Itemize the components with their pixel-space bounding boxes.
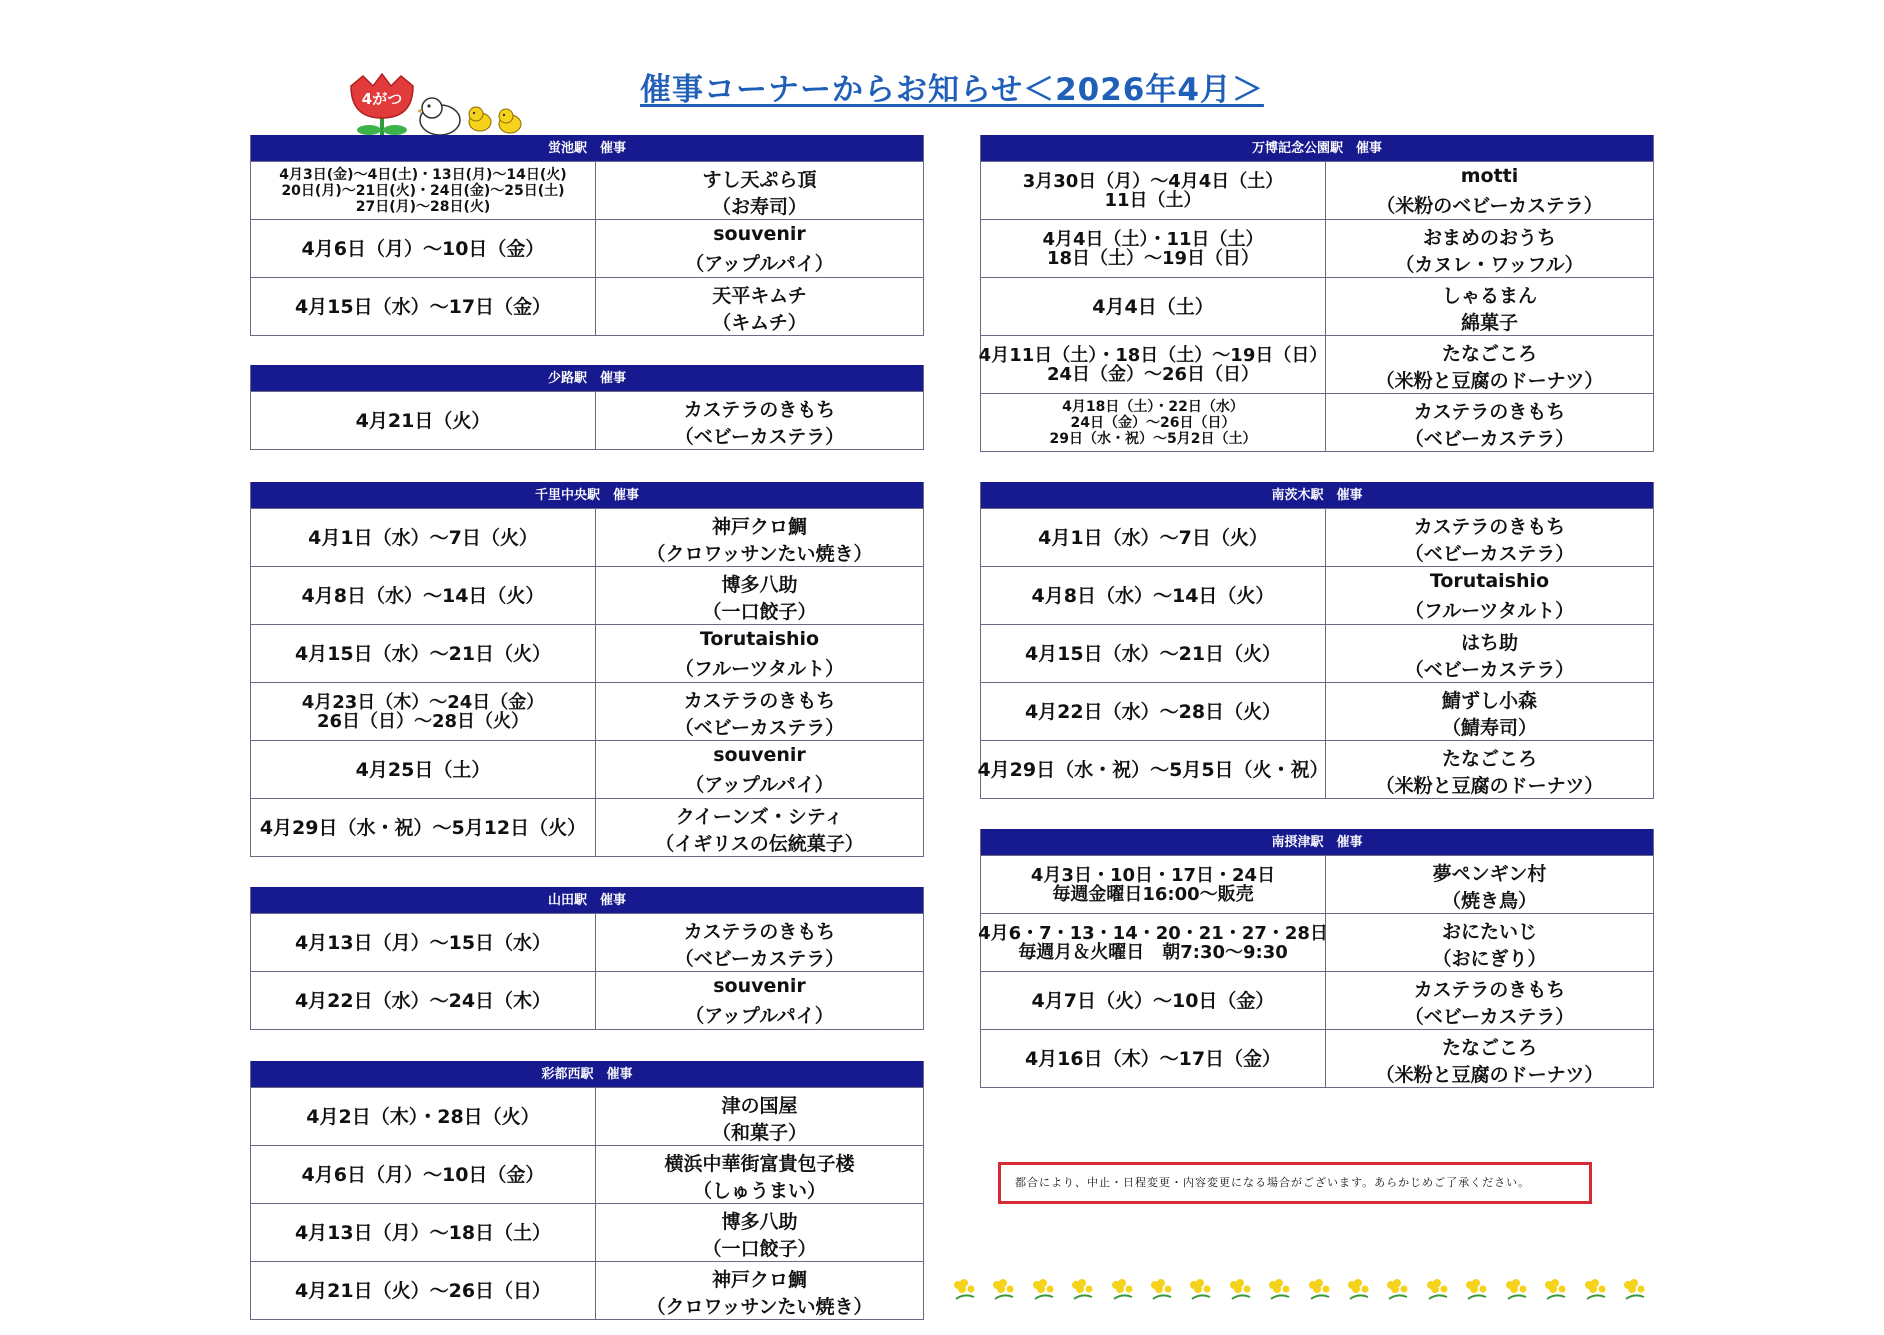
event-cell: [596, 972, 923, 1029]
vendor-name: 神戸クロ鯛: [711, 1269, 807, 1291]
table-row: [981, 508, 1653, 566]
date-line: 24日（金）～26日（日）: [1046, 363, 1260, 385]
date-line: 毎週金曜日16:00～販売: [1052, 883, 1254, 905]
event-date: [251, 972, 596, 1029]
station-header: 南茨木駅 催事: [981, 482, 1653, 508]
date-line: 4月22日（水）～28日（火）: [1024, 700, 1282, 723]
event-date: [251, 162, 596, 219]
product-type: （カヌレ・ワッフル）: [1395, 254, 1584, 276]
flower-icon: [1344, 1277, 1374, 1303]
table-row: [251, 740, 923, 798]
date-line: 4月3日(金)～4日(土)・13日(月)～14日(火): [279, 166, 567, 183]
vendor-name: 横浜中華街富貴包子楼: [664, 1153, 855, 1175]
vendor-name: motti: [1460, 165, 1519, 187]
vendor-name: souvenir: [713, 744, 806, 766]
table-row: [981, 971, 1653, 1029]
event-date: [981, 278, 1326, 335]
event-cell: [596, 567, 923, 624]
flower-icon: [1147, 1277, 1177, 1303]
flower-icon: [989, 1277, 1019, 1303]
product-type: （しゅうまい）: [692, 1180, 826, 1202]
flower-icon: [1186, 1277, 1216, 1303]
event-date: [251, 1262, 596, 1319]
vendor-name: カステラのきもち: [683, 399, 836, 421]
table-row: [981, 161, 1653, 219]
event-table: [250, 1061, 924, 1320]
vendor-name: カステラのきもち: [683, 690, 836, 712]
product-type: （クロワッサンたい焼き）: [646, 1296, 873, 1318]
event-table: [250, 887, 924, 1030]
date-line: 4月25日（土）: [355, 758, 491, 781]
product-type: （アップルパイ）: [685, 253, 834, 275]
product-type: （米粉と豆腐のドーナツ）: [1375, 775, 1604, 797]
table-row: [251, 624, 923, 682]
date-line: 4月18日（土）・22日（水）: [1062, 398, 1244, 415]
event-cell: [596, 683, 923, 740]
event-date: [251, 799, 596, 856]
date-line: 4月6・7・13・14・20・21・27・28日: [978, 922, 1328, 944]
table-row: [251, 1087, 923, 1145]
flower-icon: [1029, 1277, 1059, 1303]
event-table: [250, 365, 924, 450]
vendor-name: 津の国屋: [721, 1095, 798, 1117]
table-row: [978, 913, 1653, 971]
tulip-icon: [347, 72, 417, 138]
notice-box: 都合により、中止・日程変更・内容変更になる場合がございます。あらかじめご了承ください。: [998, 1162, 1592, 1204]
date-line: 3月30日（月）～4月4日（土）: [1022, 170, 1284, 192]
flower-icon: [1541, 1277, 1571, 1303]
event-table: [250, 482, 924, 857]
product-type: （一口餃子）: [702, 1238, 817, 1260]
event-table: [977, 482, 1654, 799]
table-row: [981, 219, 1653, 277]
product-type: （ベビーカステラ）: [674, 717, 845, 739]
flower-icon: [1226, 1277, 1256, 1303]
event-cell: [1326, 509, 1653, 566]
event-cell: [596, 278, 923, 335]
event-cell: [1326, 741, 1653, 798]
product-type: （おにぎり）: [1432, 948, 1547, 970]
flower-icon: [950, 1277, 980, 1303]
station-header: 千里中央駅 催事: [251, 482, 923, 508]
event-cell: [1326, 856, 1653, 913]
date-line: 4月6日（月）～10日（金）: [301, 237, 545, 260]
event-cell: [1326, 220, 1653, 277]
product-type: （イギリスの伝統菓子）: [655, 833, 864, 855]
product-type: （米粉と豆腐のドーナツ）: [1375, 370, 1604, 392]
event-date: [981, 567, 1326, 624]
event-date: [251, 1204, 596, 1261]
product-type: （ベビーカステラ）: [1404, 428, 1575, 450]
date-line: 4月11日（土）・18日（土）～19日（日）: [978, 344, 1328, 366]
event-date: [978, 914, 1328, 971]
event-cell: [1326, 278, 1653, 335]
event-cell: [596, 392, 923, 449]
event-cell: [596, 1204, 923, 1261]
station-header: 蛍池駅 催事: [251, 135, 923, 161]
flower-icon: [1620, 1277, 1650, 1303]
table-row: [251, 508, 923, 566]
flower-icon: [1502, 1277, 1532, 1303]
event-cell: [596, 162, 923, 219]
date-line: 4月3日・10日・17日・24日: [1030, 864, 1276, 886]
table-row: [978, 335, 1653, 393]
date-line: 26日（日）～28日（火）: [316, 710, 530, 732]
date-line: 4月22日（水）～24日（木）: [294, 989, 552, 1012]
event-cell: [1326, 972, 1653, 1029]
table-row: [251, 971, 923, 1029]
event-cell: [596, 914, 923, 971]
product-type: （ベビーカステラ）: [1404, 659, 1575, 681]
product-type: （米粉のベビーカステラ）: [1376, 195, 1603, 217]
flower-border: [950, 1277, 1650, 1307]
flower-icon: [1305, 1277, 1335, 1303]
date-line: 4月21日（火）～26日（日）: [294, 1279, 552, 1302]
event-cell: [596, 741, 923, 798]
date-line: 4月15日（水）～21日（火）: [1024, 642, 1282, 665]
product-type: （フルーツタルト）: [1404, 600, 1575, 622]
date-line: 24日（金）～26日（日）: [1070, 414, 1236, 431]
flower-icon: [1108, 1277, 1138, 1303]
date-line: 4月8日（水）～14日（火）: [1031, 584, 1275, 607]
vendor-name: 鯖ずし小森: [1441, 690, 1537, 712]
product-type: （鯖寿司）: [1441, 717, 1537, 739]
date-line: 4月13日（月）～18日（土）: [294, 1221, 552, 1244]
event-date: [981, 625, 1326, 682]
event-cell: [1326, 567, 1653, 624]
product-type: （米粉と豆腐のドーナツ）: [1375, 1064, 1604, 1086]
event-cell: [596, 220, 923, 277]
vendor-name: たなごころ: [1441, 748, 1537, 770]
table-row: [251, 1145, 923, 1203]
event-date: [251, 683, 596, 740]
event-date: [981, 509, 1326, 566]
vendor-name: 夢ペンギン村: [1432, 863, 1547, 885]
table-row: [251, 1203, 923, 1261]
station-header: 彩都西駅 催事: [251, 1061, 923, 1087]
table-row: [251, 798, 923, 856]
event-date: [251, 1088, 596, 1145]
flower-icon: [1581, 1277, 1611, 1303]
vendor-name: すし天ぷら頂: [702, 169, 817, 191]
event-date: [251, 625, 596, 682]
event-date: [981, 394, 1326, 451]
vendor-name: カステラのきもち: [1413, 401, 1566, 423]
table-row: [981, 624, 1653, 682]
vendor-name: カステラのきもち: [1413, 516, 1566, 538]
event-table: [980, 135, 1654, 452]
event-cell: [1326, 914, 1653, 971]
vendor-name: たなごころ: [1441, 343, 1537, 365]
event-date: [251, 509, 596, 566]
vendor-name: しゃるまん: [1441, 285, 1537, 307]
event-date: [978, 336, 1328, 393]
event-cell: [1326, 1030, 1653, 1087]
vendor-name: おまめのおうち: [1422, 227, 1556, 249]
flower-icon: [1462, 1277, 1492, 1303]
event-cell: [596, 625, 923, 682]
table-row: [981, 1029, 1653, 1087]
table-row: [977, 740, 1653, 798]
date-line: 27日(月)～28日(火): [355, 198, 491, 215]
event-date: [251, 914, 596, 971]
vendor-name: 神戸クロ鯛: [711, 516, 807, 538]
event-cell: [596, 509, 923, 566]
product-type: （焼き鳥）: [1441, 890, 1537, 912]
date-line: 4月29日（水・祝）～5月5日（火・祝）: [977, 758, 1329, 781]
vendor-name: 博多八助: [721, 574, 798, 596]
product-type: （キムチ）: [712, 312, 807, 334]
product-type: （アップルパイ）: [685, 1005, 834, 1027]
date-line: 11日（土）: [1104, 189, 1202, 211]
station-header: 南摂津駅 催事: [981, 829, 1653, 855]
date-line: 4月16日（木）～17日（金）: [1024, 1047, 1282, 1070]
event-cell: [596, 799, 923, 856]
vendor-name: souvenir: [713, 975, 806, 997]
event-date: [251, 278, 596, 335]
station-header: 少路駅 催事: [251, 365, 923, 391]
event-date: [981, 1030, 1326, 1087]
vendor-name: 博多八助: [721, 1211, 798, 1233]
page-title: 催事コーナーからお知らせ＜2026年4月＞: [640, 72, 1264, 108]
vendor-name: souvenir: [713, 223, 806, 245]
table-row: [251, 682, 923, 740]
product-type: （アップルパイ）: [685, 774, 834, 796]
product-type: （ベビーカステラ）: [1404, 1006, 1575, 1028]
date-line: 4月23日（木）～24日（金）: [301, 691, 545, 713]
product-type: （和菓子）: [711, 1122, 807, 1144]
event-cell: [596, 1088, 923, 1145]
station-header: 山田駅 催事: [251, 887, 923, 913]
event-date: [251, 741, 596, 798]
vendor-name: Torutaishio: [699, 628, 820, 650]
event-cell: [1326, 683, 1653, 740]
table-row: [981, 855, 1653, 913]
event-date: [981, 220, 1326, 277]
vendor-name: カステラのきもち: [683, 921, 836, 943]
product-type: 綿菓子: [1460, 312, 1518, 334]
vendor-name: おにたいじ: [1441, 921, 1537, 943]
table-row: [251, 913, 923, 971]
table-row: [251, 566, 923, 624]
date-line: 4月1日（水）～7日（火）: [308, 526, 538, 549]
flower-icon: [1383, 1277, 1413, 1303]
product-type: （フルーツタルト）: [674, 658, 845, 680]
event-date: [981, 162, 1326, 219]
event-date: [977, 741, 1329, 798]
vendor-name: Torutaishio: [1429, 570, 1550, 592]
product-type: （クロワッサンたい焼き）: [646, 543, 873, 565]
product-type: （一口餃子）: [702, 601, 817, 623]
event-date: [981, 856, 1326, 913]
date-line: 4月29日（水・祝）～5月12日（火）: [259, 816, 587, 839]
date-line: 4月21日（火）: [355, 409, 491, 432]
date-line: 4月1日（水）～7日（火）: [1038, 526, 1268, 549]
vendor-name: たなごころ: [1441, 1037, 1537, 1059]
event-cell: [596, 1146, 923, 1203]
date-line: 4月8日（水）～14日（火）: [301, 584, 545, 607]
event-date: [981, 683, 1326, 740]
event-cell: [1326, 625, 1653, 682]
product-type: （ベビーカステラ）: [674, 426, 845, 448]
date-line: 4月13日（月）～15日（水）: [294, 931, 552, 954]
flower-icon: [1265, 1277, 1295, 1303]
table-row: [251, 277, 923, 335]
date-line: 4月4日（土）・11日（土）: [1042, 228, 1264, 250]
chicks-icon: [418, 92, 526, 140]
table-row: [251, 219, 923, 277]
product-type: （ベビーカステラ）: [674, 948, 845, 970]
table-row: [251, 1261, 923, 1319]
table-row: [251, 161, 923, 219]
vendor-name: クイーンズ・シティ: [675, 806, 844, 828]
product-type: （ベビーカステラ）: [1404, 543, 1575, 565]
table-row: [981, 277, 1653, 335]
event-date: [251, 1146, 596, 1203]
vendor-name: 天平キムチ: [712, 285, 807, 307]
date-line: 4月4日（土）: [1092, 295, 1214, 318]
date-line: 4月6日（月）～10日（金）: [301, 1163, 545, 1186]
flower-icon: [1068, 1277, 1098, 1303]
event-cell: [1326, 336, 1653, 393]
flower-icon: [1423, 1277, 1453, 1303]
event-date: [251, 220, 596, 277]
tulip-text: 4がつ: [361, 90, 403, 108]
event-table: [980, 829, 1654, 1088]
event-date: [251, 567, 596, 624]
event-table: [250, 135, 924, 336]
event-date: [981, 972, 1326, 1029]
event-cell: [1326, 162, 1653, 219]
table-row: [981, 682, 1653, 740]
product-type: （お寿司）: [711, 196, 807, 218]
date-line: 4月7日（火）～10日（金）: [1031, 989, 1275, 1012]
date-line: 18日（土）～19日（日）: [1046, 247, 1260, 269]
station-header: 万博記念公園駅 催事: [981, 135, 1653, 161]
event-cell: [1326, 394, 1653, 451]
event-date: [251, 392, 596, 449]
date-line: 毎週月＆火曜日 朝7:30～9:30: [1018, 941, 1288, 963]
table-row: [981, 393, 1653, 451]
table-row: [251, 391, 923, 449]
vendor-name: はち助: [1460, 632, 1518, 654]
event-cell: [596, 1262, 923, 1319]
date-line: 4月15日（水）～21日（火）: [294, 642, 552, 665]
date-line: 20日(月)～21日(火)・24日(金)～25日(土): [281, 182, 565, 199]
vendor-name: カステラのきもち: [1413, 979, 1566, 1001]
date-line: 4月2日（木）・28日（火）: [306, 1105, 540, 1128]
table-row: [981, 566, 1653, 624]
date-line: 29日（水・祝）～5月2日（土）: [1049, 430, 1257, 447]
date-line: 4月15日（水）～17日（金）: [294, 295, 552, 318]
